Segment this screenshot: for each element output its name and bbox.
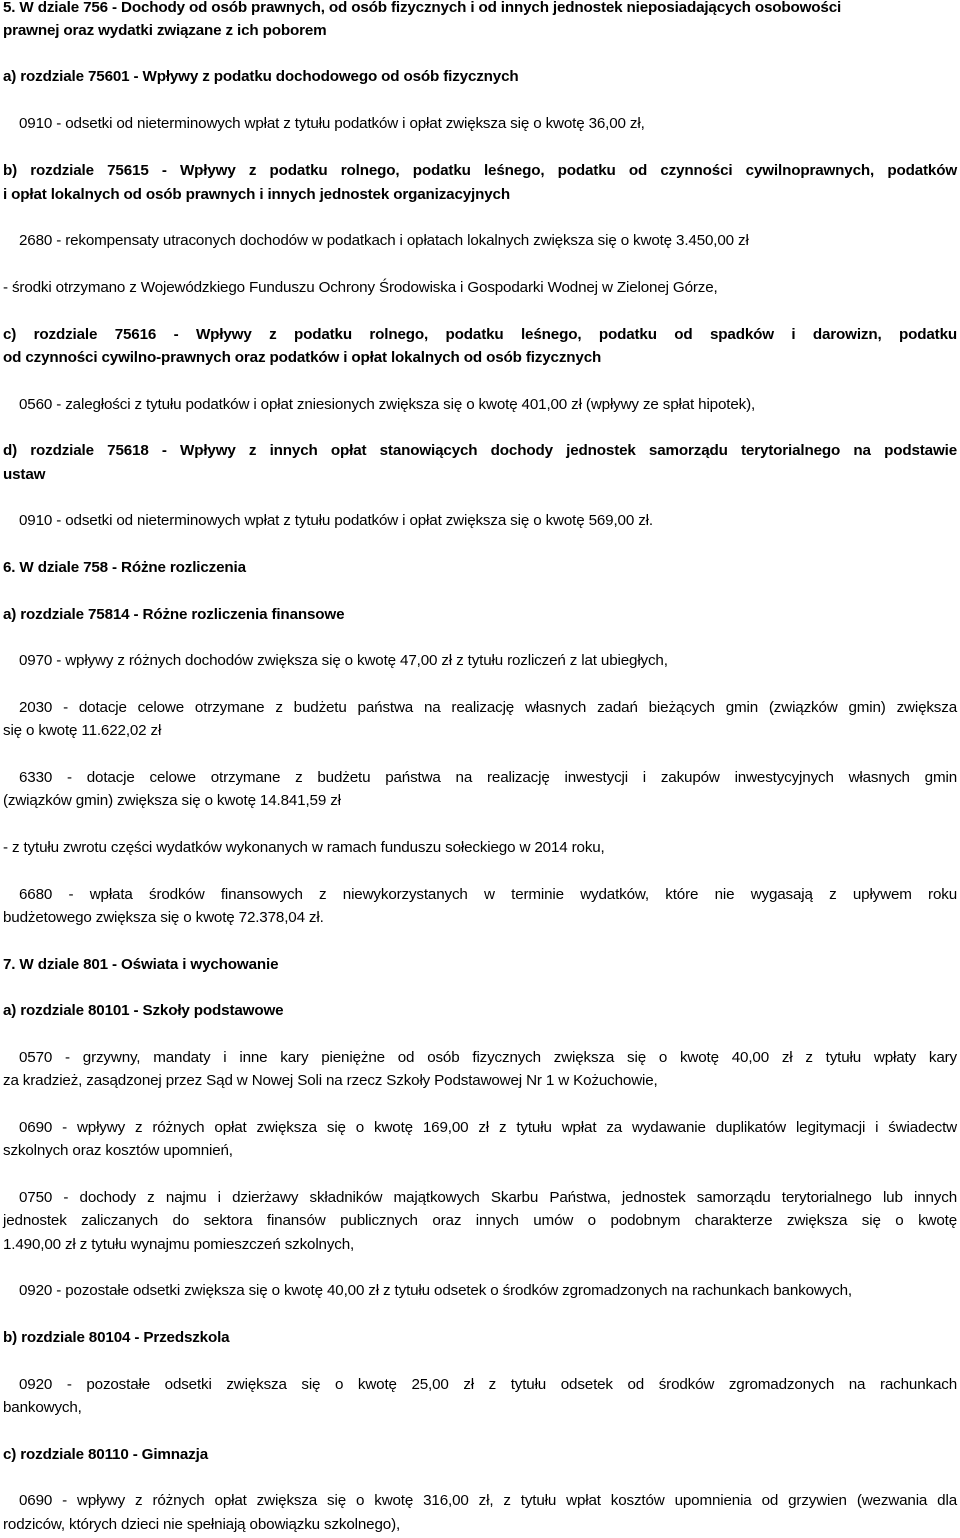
item-paragraph: 0570 - grzywny, mandaty i inne kary pieniężne od osób fizycznych zwiększa się o kwotę 40,00 zł z tytułu wpłaty kary [19,1049,957,1066]
item-paragraph-cont: rodziców, których dzieci nie spełniają obowiązku szkolnego), [3,1516,401,1533]
section-heading: 7. W dziale 801 - Oświata i wychowanie [3,956,279,973]
item-paragraph-cont: bankowych, [3,1399,82,1416]
item-paragraph: 0690 - wpływy z różnych opłat zwiększa się o kwotę 169,00 zł z tytułu wpłat za wydawanie duplikatów legitymacji i świadectw [19,1119,957,1136]
section-heading: 5. W dziale 756 - Dochody od osób prawnych, od osób fizycznych i od innych jednostek nieposiadających osobowości [3,0,842,16]
item-paragraph-cont: 1.490,00 zł z tytułu wynajmu pomieszczeń szkolnych, [3,1236,355,1253]
item-paragraph-cont: budżetowego zwiększa się o kwotę 72.378,04 zł. [3,909,324,926]
item-paragraph: 0920 - pozostałe odsetki zwiększa się o kwotę 40,00 zł z tytułu odsetek o środków zgromadzonych na rachunkach bankowych, [19,1282,852,1299]
subsection-heading-cont: i opłat lokalnych od osób prawnych i innych jednostek organizacyjnych [3,186,510,203]
item-paragraph: 2680 - rekompensaty utraconych dochodów w podatkach i opłatach lokalnych zwiększa się o kwotę 3.450,00 zł [19,232,749,249]
item-paragraph: 0910 - odsetki od nieterminowych wpłat z tytułu podatków i opłat zwiększa się o kwotę 569,00 zł. [19,512,653,529]
subsection-heading: c) rozdziale 75616 - Wpływy z podatku rolnego, podatku leśnego, podatku od spadków i darowizn, podatku [3,326,957,343]
item-paragraph: 0920 - pozostałe odsetki zwiększa się o kwotę 25,00 zł z tytułu odsetek od środków zgromadzonych na rachunkach [19,1376,957,1393]
item-paragraph: 0910 - odsetki od nieterminowych wpłat z tytułu podatków i opłat zwiększa się o kwotę 36,00 zł, [19,115,645,132]
item-paragraph: 6330 - dotacje celowe otrzymane z budżetu państwa na realizację inwestycji i zakupów inwestycyjnych własnych gmin [19,769,957,786]
item-paragraph-cont: (związków gmin) zwiększa się o kwotę 14.841,59 zł [3,792,341,809]
subsection-heading: d) rozdziale 75618 - Wpływy z innych opłat stanowiących dochody jednostek samorządu terytorialnego na podstawie [3,442,957,459]
note-paragraph: - z tytułu zwrotu części wydatków wykonanych w ramach funduszu sołeckiego w 2014 roku, [3,839,605,856]
subsection-heading-cont: ustaw [3,466,46,483]
subsection-heading: a) rozdziale 75814 - Różne rozliczenia finansowe [3,606,345,623]
item-paragraph-cont: za kradzież, zasądzonej przez Sąd w Nowej Soli na rzecz Szkoły Podstawowej Nr 1 w Kożuchowie, [3,1072,658,1089]
subsection-heading: b) rozdziale 80104 - Przedszkola [3,1329,230,1346]
subsection-heading: a) rozdziale 80101 - Szkoły podstawowe [3,1002,284,1019]
subsection-heading: b) rozdziale 75615 - Wpływy z podatku rolnego, podatku leśnego, podatku od czynności cywilnoprawnych, podatków [3,162,957,179]
subsection-heading: a) rozdziale 75601 - Wpływy z podatku dochodowego od osób fizycznych [3,68,519,85]
subsection-heading: c) rozdziale 80110 - Gimnazja [3,1446,208,1463]
section-heading-cont: prawnej oraz wydatki związane z ich poborem [3,22,327,39]
item-paragraph: 0750 - dochody z najmu i dzierżawy składników majątkowych Skarbu Państwa, jednostek samorządu terytorialnego lub innych [19,1189,957,1206]
item-paragraph: 0970 - wpływy z różnych dochodów zwiększa się o kwotę 47,00 zł z tytułu rozliczeń z lat ubiegłych, [19,652,668,669]
item-paragraph: 2030 - dotacje celowe otrzymane z budżetu państwa na realizację własnych zadań bieżących gmin (związków gmin) zwiększa [19,699,957,716]
item-paragraph-cont: jednostek zaliczanych do sektora finansów publicznych oraz innych umów o podobnym charakterze zwiększa się o kwotę [3,1212,957,1229]
item-paragraph: 0690 - wpływy z różnych opłat zwiększa się o kwotę 316,00 zł, z tytułu wpłat kosztów upomnienia od grzywien (wezwania dla [19,1492,957,1509]
item-paragraph-cont: się o kwotę 11.622,02 zł [3,722,162,739]
item-paragraph-cont: szkolnych oraz kosztów upomnień, [3,1142,233,1159]
subsection-heading-cont: od czynności cywilno-prawnych oraz podatków i opłat lokalnych od osób fizycznych [3,349,602,366]
section-heading: 6. W dziale 758 - Różne rozliczenia [3,559,246,576]
item-paragraph: 6680 - wpłata środków finansowych z niewykorzystanych w terminie wydatków, które nie wygasają z upływem roku [19,886,957,903]
item-paragraph: 0560 - zaległości z tytułu podatków i opłat zniesionych zwiększa się o kwotę 401,00 zł (wpływy ze spłat hipotek), [19,396,756,413]
note-paragraph: - środki otrzymano z Wojewódzkiego Funduszu Ochrony Środowiska i Gospodarki Wodnej w Zielonej Górze, [3,279,718,296]
